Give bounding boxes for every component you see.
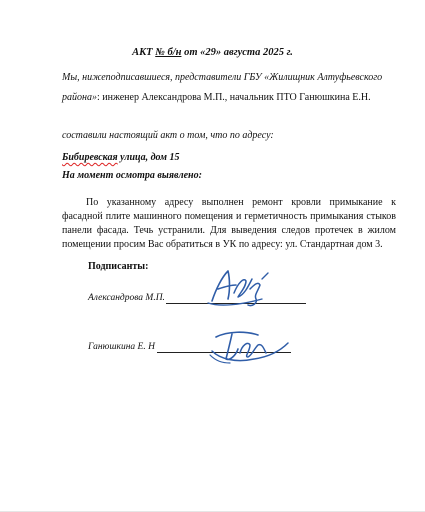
signer-2-name: Ганюшкина Е. Н [88, 342, 155, 352]
intro-line-1: Мы, нижеподписавшиеся, представители ГБУ «Жилищник Алтуфьевского [62, 72, 383, 83]
act-title [0, 47, 425, 58]
act-title-prefix: АКТ [132, 47, 156, 58]
found-heading: На момент осмотра выявлено: [62, 170, 202, 181]
act-number: № б/н [155, 47, 182, 58]
intro-line-2-rest: : инженер Александрова М.П., начальник ПТО Ганюшкина Е.Н. [96, 92, 371, 103]
signature-1-image [200, 263, 280, 309]
signer-1-name: Александрова М.П. [88, 293, 165, 303]
address-street: Бибиревская [62, 152, 118, 163]
intro-line-2 [62, 91, 371, 104]
findings-paragraph: По указанному адресу выполнен ремонт кровли примыкание к фасадной плите машинного помещения и герметичность примыкания стыков панели фасада. Течь устранили. Для выведения следов протечек в жилом помещении просим Вас обратиться в УК по адресу: ул. Стандартная дом 3. [62, 197, 396, 250]
address-rest: улица, дом 15 [117, 152, 180, 163]
act-date: от «29» августа 2025 г. [181, 47, 293, 58]
signature-2-image [206, 325, 292, 365]
signatories-heading: Подписанты: [88, 261, 149, 272]
intro-line-2-italic: района» [62, 92, 97, 103]
address [62, 151, 180, 164]
intro-line-3: составили настоящий акт о том, что по адресу: [62, 130, 274, 141]
